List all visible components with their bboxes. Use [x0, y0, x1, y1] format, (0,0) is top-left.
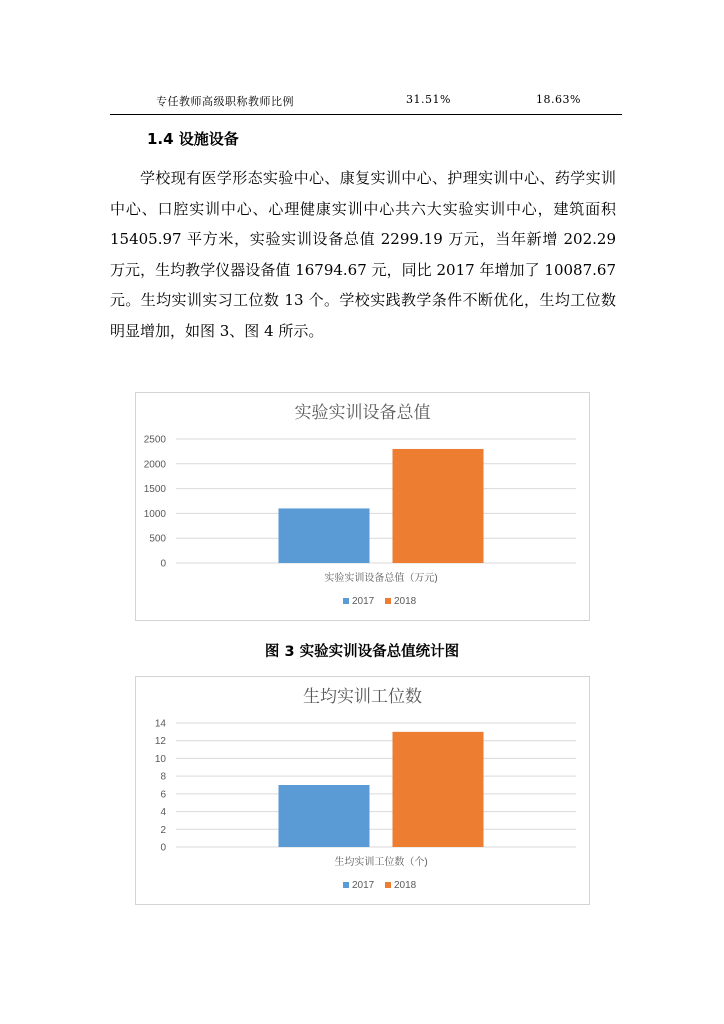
- legend-swatch-2017: [343, 882, 349, 888]
- workstation-count-chart: [135, 676, 590, 905]
- y-tick-label: 1500: [143, 484, 166, 496]
- category-label: 生均实训工位数（个): [334, 857, 428, 868]
- body-paragraph: 学校现有医学形态实验中心、康复实训中心、护理实训中心、药学实训中心、口腔实训中心、心理健康实训中心共六大实验实训中心，建筑面积 15405.97 平方米，实验实训设备总值 2299.19 万元，当年新增 202.29 万元，生均教学仪器设备值 16794.67 元，同比 2017 年增加了 10087.67 元。生均实训实习工位数 13 个。学校实践教学条件不断优化，生均工位数明显增加，如图 3、图 4 所示。: [110, 169, 616, 340]
- y-tick-label: 1000: [143, 508, 166, 520]
- legend-label-2017: 2017: [352, 596, 375, 607]
- y-tick-label: 0: [160, 558, 166, 570]
- section-heading: 1.4 设施设备: [147, 130, 239, 148]
- chart-title: 生均实训工位数: [303, 687, 422, 706]
- bar-2017: [279, 785, 370, 847]
- y-tick-label: 2000: [143, 459, 166, 471]
- y-tick-label: 8: [160, 771, 166, 783]
- y-tick-label: 2: [160, 824, 166, 836]
- body-paragraph-container: [110, 163, 616, 346]
- chart-title: 实验实训设备总值: [294, 403, 431, 422]
- legend-label-2018: 2018: [394, 880, 417, 891]
- legend-swatch-2018: [385, 882, 391, 888]
- y-tick-label: 4: [160, 807, 166, 819]
- chart-svg: [136, 393, 589, 620]
- category-label: 实验实训设备总值（万元): [324, 573, 438, 584]
- table-cell-2017: 31.51%: [406, 93, 451, 106]
- bar-2017: [279, 508, 370, 563]
- y-tick-label: 14: [154, 718, 166, 730]
- figure-3-caption: 图 3 实验实训设备总值统计图: [264, 644, 460, 660]
- y-tick-label: 12: [154, 736, 166, 748]
- bar-2018: [393, 449, 484, 563]
- y-tick-label: 0: [160, 842, 166, 854]
- y-tick-label: 6: [160, 789, 166, 801]
- y-tick-label: 500: [149, 533, 166, 545]
- table-row: [110, 88, 622, 115]
- bar-2018: [393, 732, 484, 847]
- legend-swatch-2017: [343, 598, 349, 604]
- legend-swatch-2018: [385, 598, 391, 604]
- legend-label-2017: 2017: [352, 880, 375, 891]
- table-cell-label: 专任教师高级职称教师比例: [156, 95, 294, 108]
- y-tick-label: 10: [154, 753, 166, 765]
- legend-label-2018: 2018: [394, 596, 417, 607]
- table-cell-2018: 18.63%: [536, 93, 581, 106]
- equipment-value-chart: [135, 392, 590, 621]
- chart-svg: [136, 677, 589, 904]
- y-tick-label: 2500: [143, 434, 166, 446]
